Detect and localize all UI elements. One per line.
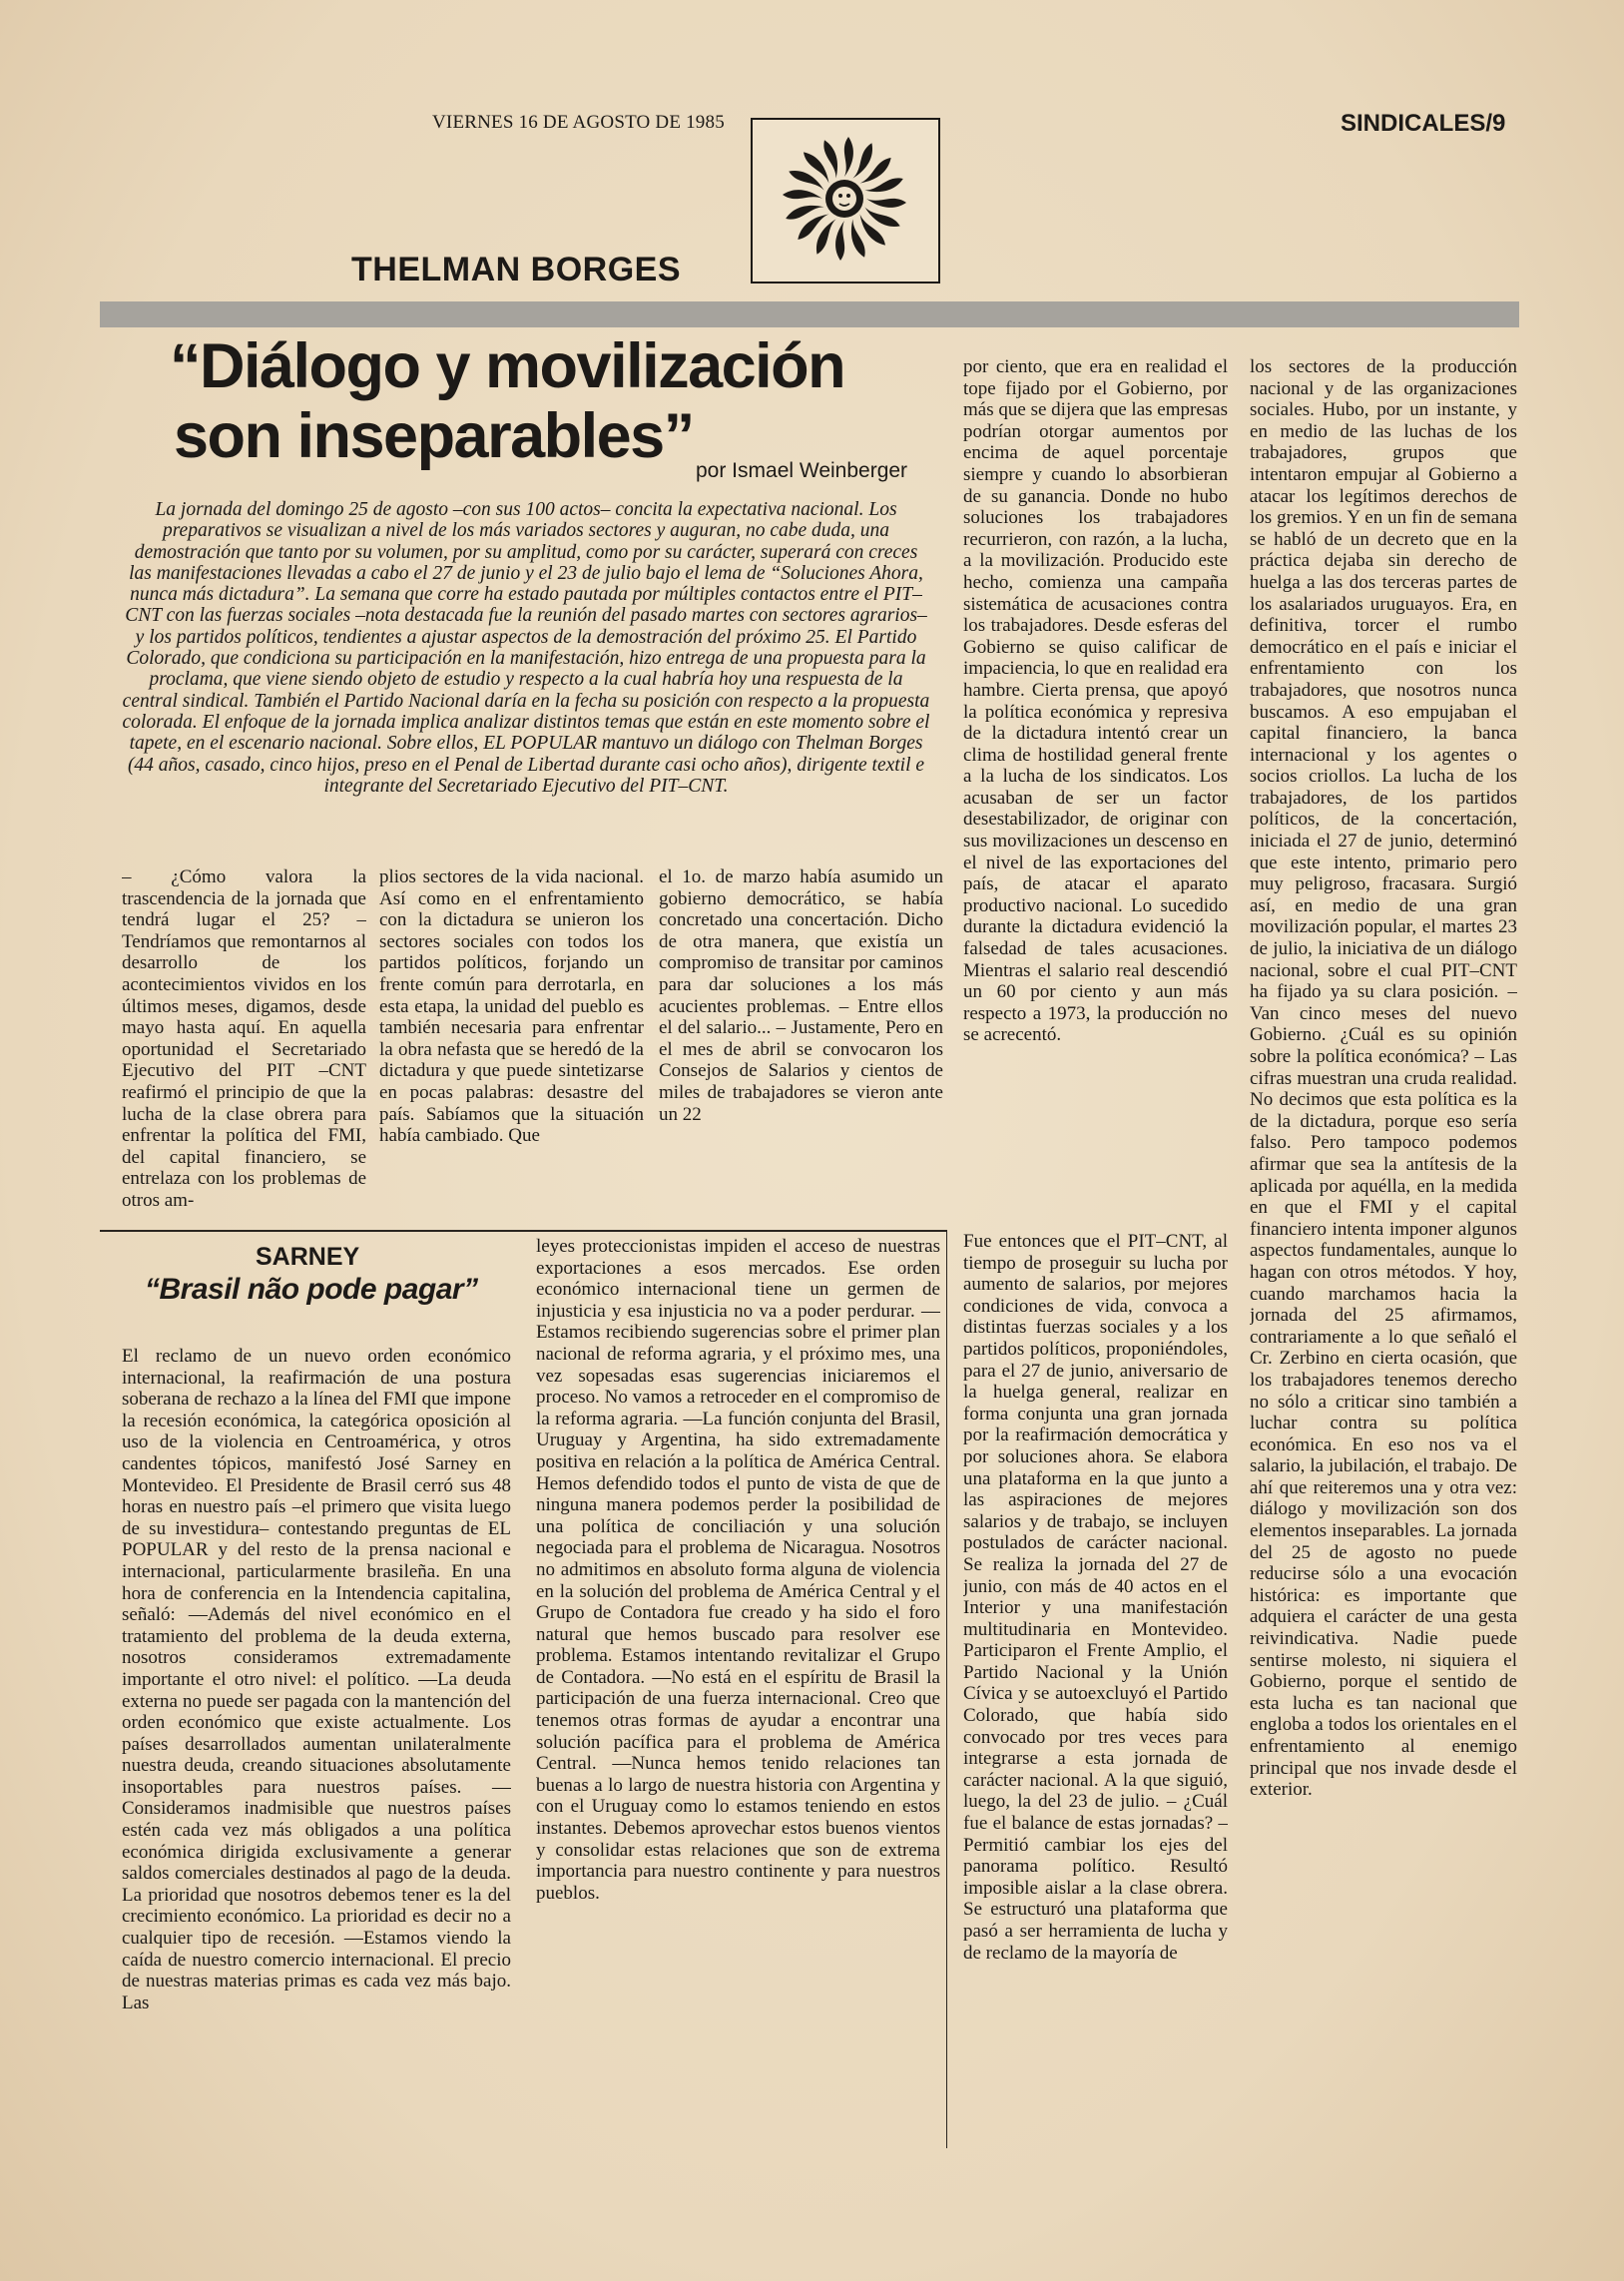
sidebar-top-rule [100, 1230, 946, 1232]
section-page-label: SINDICALES/9 [1341, 110, 1506, 137]
article-kicker: THELMAN BORGES [351, 251, 681, 288]
article-column-2: plios sectores de la vida nacional. Así como en el enfrentamiento con la dictadura se unieron los sectores sociales con todos los partidos políticos, forjando un frente común para derrotarla, en esta etapa, la unidad del pueblo es también necesaria para enfrentar la obra nefasta que se heredó de la dictadura y que puede sintetizarse en pocas palabras: desastre del país. Sabíamos que la situación había cambiado. Que [379, 866, 644, 1147]
sidebar-column-2: leyes proteccionistas impiden el acceso de nuestras exportaciones a esos mercados. Ese orden económico internacional tiene un germen de injusticia y esa injusticia no va a poder perdurar. —Estamos recibiendo sugerencias sobre el primer plan nacional de reforma agraria, y el próximo mes, una vez sopesadas esas sugerencias iniciaremos el proceso. No vamos a retroceder en el compromiso de la reforma agraria. —La función conjunta del Brasil, Uruguay y Argentina, ha sido extremadamente positiva en relación a la política de América Central. Hemos defendido todos el punto de vista de que de ninguna manera podemos perder la posibilidad de una política de conciliación y una solución negociada para el problema de Nicaragua. Nosotros no admitimos en absoluto forma alguna de violencia en la solución del problema de América Central y el Grupo de Contadora fue creado y ha sido el foro natural que hemos buscado para resolver ese problema. Estamos intentando revitalizar el Grupo de Contadora. —No está en el espíritu de Brasil la participación de una fuerza internacional. Creo que tenemos otras formas de ayudar a encontrar una solución pacífica para el problema de América Central. —Nunca hemos tenido relaciones tan buenas a lo largo de nuestra historia con Argentina y con el Uruguay como lo estamos teniendo en estos instantes. Debemos aprovechar estos buenos vientos y consolidar estas relaciones que son de extrema importancia para nuestro continente y para nuestros pueblos. [536, 1236, 940, 1904]
headline-line-1: “Diálogo y movilización [170, 331, 845, 401]
header-rule-band [100, 301, 1519, 327]
article-column-3: el 1o. de marzo había asumido un gobierno democrático, se había concretado una concertación. Dicho de otra manera, que existía un compromiso de transitar por caminos para dar soluciones a los más acucientes problemas. – Entre ellos el del salario... – Justamente, Pero en el mes de abril se convocaron los Consejos de Salarios y cientos de miles de trabajadores se vieron ante un 22 [659, 866, 943, 1125]
article-column-5: los sectores de la producción nacional y de las organizaciones sociales. Hubo, por un instante, y en medio de las luchas de los trabajadores, grupos que intentaron empujar al Gobierno a atacar los legítimos derechos de los gremios. Y en un fin de semana se habló de un decreto que en la práctica dejaba sin derecho de huelga a las dos terceras partes de los asalariados uruguayos. Era, en definitiva, torcer el rumbo democrático en el país e iniciar el enfrentamiento con los trabajadores, que nosotros nunca buscamos. A eso empujaban el capital financiero, la banca internacional y los agentes o socios criollos. La lucha de los trabajadores, de los partidos políticos, de la concertación, iniciada el 27 de junio, determinó que este intento, primario pero muy peligroso, fracasara. Surgió así, en medio de una gran movilización popular, el martes 23 de julio, la iniciativa de un diálogo nacional, sobre el cual PIT–CNT ha fijado ya su clara posición. – Van cinco meses del nuevo Gobierno. ¿Cuál es su opinión sobre la política económica? – Las cifras muestran una cruda realidad. No decimos que esta política es la de la dictadura, porque eso sería falso. Pero tampoco podemos afirmar que sea la antítesis de la aplicada por aquélla, en la medida en que el FMI y el capital financiero intenta imponer algunos aspectos fundamentales, aunque lo hagan con otros métodos. Y hoy, cuando marchamos hacia la jornada del 25 afirmamos, contrariamente a lo que señaló el Cr. Zerbino en cierta ocasión, que los trabajadores tenemos derecho no sólo a criticar sino también a luchar contra su política económica. En eso nos va el salario, la jubilación, el trabajo. De ahí que reiteremos una y otra vez: diálogo y movilización son dos elementos inseparables. La jornada del 25 de agosto no puede reducirse sólo a una evocación histórica: es importante que adquiera el carácter de una gesta reivindicativa. Nadie puede sentirse molesto, ni siquiera el Gobierno, porque el sentido de esta lucha es tan nacional que engloba a todos los orientales en el enfrentamiento al enemigo principal que nos invade desde el exterior. [1250, 356, 1517, 1801]
sidebar-headline: “Brasil não pode pagar” [145, 1273, 478, 1306]
sidebar-column-1: El reclamo de un nuevo orden económico internacional, la reafirmación de una postura soberana de rechazo a la línea del FMI que impone la recesión económica, la categórica oposición al uso de la violencia en Centroamérica, y otros candentes tópicos, manifestó José Sarney en Montevideo. El Presidente de Brasil cerró sus 48 horas en nuestro país –el primero que visita luego de su investidura– contestando preguntas de EL POPULAR y del resto de la prensa nacional e internacional, particularmente brasileña. En una hora de conferencia en la Intendencia capitalina, señaló: —Además del nivel económico en el tratamiento del problema de la deuda externa, nosotros consideramos extremadamente importante el otro nivel: el político. —La deuda externa no puede ser pagada con la mantención del orden económico que existe actualmente. Los países desarrollados aumentan unilateralmente nuestra deuda, creando situaciones absolutamente insoportables para nuestros países. —Consideramos inadmisible que nuestros países estén cada vez más obligados a una política económica dirigida exclusivamente a generar saldos comerciales destinados al pago de la deuda. La prioridad que nosotros debemos tener es la del crecimiento económico. La prioridad es decir no a cualquier tipo de recesión. —Estamos viendo la caída de nuestro comercio internacional. El precio de nuestras materias primas es cada vez más bajo. Las [122, 1346, 511, 2013]
article-byline: por Ismael Weinberger [696, 459, 908, 482]
page-date: VIERNES 16 DE AGOSTO DE 1985 [432, 112, 725, 133]
sidebar-right-rule [946, 1230, 947, 2148]
headline-line-2: son inseparables” [174, 401, 694, 471]
logo-frame [751, 118, 940, 284]
sidebar-kicker: SARNEY [256, 1243, 360, 1271]
article-column-4-top: por ciento, que era en realidad el tope fijado por el Gobierno, por más que se dijera que las empresas podrían otorgar aumentos por encima de aquel porcentaje siempre y cuando lo absorbieran de su ganancia. Donde no hubo soluciones los trabajadores recurrieron, con razón, a la lucha, a la movilización. Producido este hecho, comienza una campaña sistemática de acusaciones contra los trabajadores. Desde esferas del Gobierno se quiso calificar de impaciencia, lo que en realidad era hambre. Cierta prensa, que apoyó la política económica y represiva de la dictadura intentó crear un clima de hostilidad general frente a la lucha de los sindicatos. Los acusaban de ser un factor desestabilizador, de originar con sus movilizaciones un descenso en el nivel de las exportaciones del país, de atacar el aparato productivo nacional. Lo sucedido durante la dictadura evidenció la falsedad de tales acusaciones. Mientras el salario real descendió un 60 por ciento y aun más respecto a 1973, la producción no se acrecentó. [963, 356, 1228, 1046]
article-column-4-bottom: Fue entonces que el PIT–CNT, al tiempo de proseguir su lucha por aumento de salarios, por mejores condiciones de vida, convoca a distintas fuerzas sociales y a los partidos políticos, proponiéndoles, para el 27 de junio, aniversario de la huelga general, realizar en forma conjunta una gran jornada por la reafirmación democrática y por soluciones ahora. Se elabora una plataforma en la que junto a las aspiraciones de mejores salarios y de trabajo, se incluyen postulados de carácter nacional. Se realiza la jornada del 27 de junio, con más de 40 actos en el Interior y una manifestación multitudinaria en Montevideo. Participaron el Frente Amplio, el Partido Nacional y la Unión Cívica y se autoexcluyó el Partido Colorado, que había sido convocado por tres veces para integrarse a esta jornada de carácter nacional. A la que siguió, luego, la del 23 de julio. – ¿Cuál fue el balance de estas jornadas? – Permitió cambiar los ejes del panorama político. Resultó imposible aislar a la clase obrera. Se estructuró una plataforma que pasó a ser herramienta de lucha y de reclamo de la mayoría de [963, 1231, 1228, 1964]
article-column-1: – ¿Cómo valora la trascendencia de la jornada que tendrá lugar el 25? – Tendríamos que remontarnos al desarrollo de los acontecimientos vividos en los últimos meses, digamos, desde mayo hasta aquí. En aquella oportunidad el Secretariado Ejecutivo del PIT –CNT reafirmó el principio de que la lucha de la clase obrera para enfrentar la política del FMI, del capital financiero, se entrelaza con los problemas de otros am- [122, 866, 366, 1211]
sun-emblem-icon [783, 128, 906, 270]
article-lead: La jornada del domingo 25 de agosto –con sus 100 actos– concita la expectativa nacional. Los preparativos se visualizan a nivel de los más variados sectores y auguran, no cabe duda, una demostración que tanto por su volumen, por su amplitud, como por su carácter, superará con creces las manifestaciones llevadas a cabo el 27 de junio y el 23 de julio bajo el lema de “Soluciones Ahora, nunca más dictadura”. La semana que corre ha estado pautada por múltiples contactos entre el PIT–CNT con las fuerzas sociales –nota destacada fue la reunión del pasado martes con sectores agrarios– y los partidos políticos, tendientes a ajustar aspectos de la demostración del próximo 25. El Partido Colorado, que condiciona su participación en la manifestación, hizo entrega de una propuesta para la proclama, que viene siendo objeto de estudio y respecto a la cual habría hoy una respuesta de la central sindical. También el Partido Nacional daría en la fecha su posición con respecto a la propuesta colorada. El enfoque de la jornada implica analizar distintos temas que están en este momento sobre el tapete, en el escenario nacional. Sobre ellos, EL POPULAR mantuvo un diálogo con Thelman Borges (44 años, casado, cinco hijos, preso en el Penal de Libertad durante casi ocho años), dirigente textil e integrante del Secretariado Ejecutivo del PIT–CNT. [122, 499, 930, 797]
article-headline [170, 331, 948, 471]
